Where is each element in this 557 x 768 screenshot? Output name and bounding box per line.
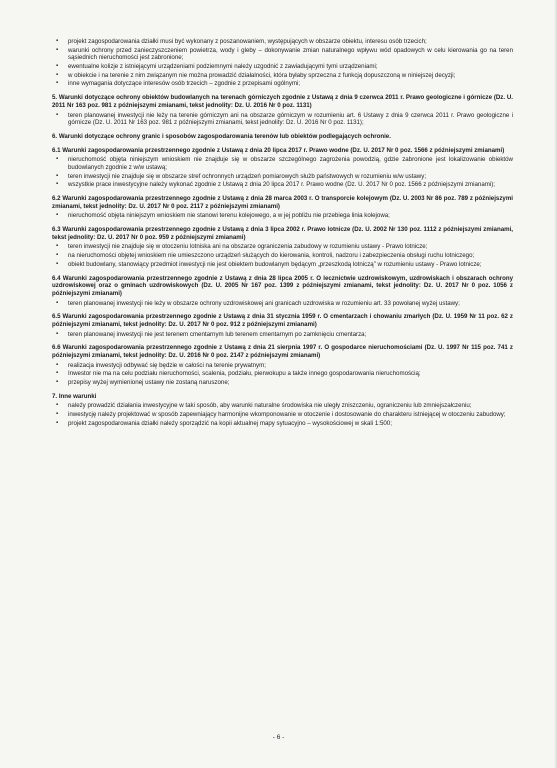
list-item: ▪ teren planowanej inwestycji nie leży na terenie górniczym ani na obszarze górniczym w rozumieniu art. 6 Ustawy z dnia 9 czerwca 2011 r. Prawo geologiczne i górnicze (Dz. U. 2011 Nr 163 poz. 981 z późniejszymi zmianami, tekst jednolity: Dz. U. 2016 Nr 0 poz. 1131); [68, 112, 513, 127]
section-bullet-list [52, 243, 513, 268]
document-section [52, 313, 513, 338]
section-bullet-list [52, 212, 513, 220]
document-section [52, 393, 513, 428]
section-heading: 6.4 Warunki zagospodarowania przestrzennego zgodnie z Ustawą z dnia 28 lipca 2005 r. O lecznictwie uzdrowiskowym, uzdrowiskach i obszarach ochrony uzdrowiskowej oraz o gminach uzdrowiskowych (Dz. U. 2005 Nr 167 poz. 1399 z późniejszymi zmianami, tekst jednolity: Dz. U. 2017 Nr 0 poz. 1056 z późniejszymi zmianami) [52, 274, 513, 297]
section-heading: 6. Warunki dotyczące ochrony granic i sposobów zagospodarowania terenów lub obiektów podlegających ochronie. [52, 132, 391, 140]
list-item: ▪ Inwestor nie ma na celu podziału nieruchomości, scalenia, podziału, pierwokupu a także innego gospodarowania nieruchomością; [68, 370, 513, 378]
section-heading: 7. Inne warunki [52, 392, 97, 400]
list-item: ▪ teren planowanej inwestycji nie leży w obszarze ochrony uzdrowiskowej ani granicach uzdrowiska w rozumieniu art. 33 powołanej wyżej ustawy; [68, 300, 513, 308]
list-item: ▪ wszystkie prace inwestycyjne należy wykonać zgodnie z Ustawą z dnia 20 lipca 2017 r. Prawo wodne (Dz. U. 2017 Nr 0 poz. 1566 z późniejszymi zmianami); [68, 181, 513, 189]
list-item: ▪ ewentualne kolizje z istniejącymi urządzeniami podziemnymi należy uzgodnić z zawiadującymi tymi urządzeniami; [68, 63, 513, 71]
document-section [52, 133, 513, 141]
document-section [52, 344, 513, 386]
list-item: ▪ nieruchomość objęta niniejszym wnioskiem nie stanowi terenu kolejowego, a w jej pobliżu nie przebiega linia kolejowa; [68, 212, 513, 220]
intro-bullet-list [52, 38, 513, 88]
section-heading: 6.1 Warunki zagospodarowania przestrzennego zgodnie z Ustawą z dnia 20 lipca 2017 r. Prawo wodne (Dz. U. 2017 Nr 0 poz. 1566 z późniejszymi zmianami) [52, 146, 505, 154]
section-bullet-list [52, 402, 513, 427]
section-bullet-list [52, 362, 513, 387]
document-section [52, 94, 513, 127]
page-number: - 6 - [272, 734, 285, 741]
document-section [52, 226, 513, 268]
list-item: ▪ obiekt budowlany, stanowiący przedmiot inwestycji nie jest obiektem budowlanym będącym „przeszkodą lotniczą” w rozumieniu ustawy - Prawo lotnicze; [68, 261, 513, 269]
section-bullet-list [52, 331, 513, 339]
list-item: ▪ należy prowadzić działania inwestycyjne w taki sposób, aby warunki naturalne środowiska nie uległy zniszczeniu, ograniczeniu lub zmniejszałczeniu; [68, 402, 513, 410]
list-item: ▪ na nieruchomości objętej wnioskiem nie umieszczono urządzeń służących do kierowania, kontroli, nadzoru i zabezpieczenia obsługi ruchu lotniczego; [68, 252, 513, 260]
document-section [52, 147, 513, 189]
section-heading: 6.2 Warunki zagospodarowania przestrzennego zgodnie z Ustawą z dnia 28 marca 2003 r. O transporcie kolejowym (Dz. U. 2003 Nr 86 poz. 789 z późniejszymi zmianami, tekst jednolity: Dz. U. 2017 Nr 0 poz. 2117 z późniejszymi zmianami) [52, 195, 513, 210]
list-item: ▪ warunki ochrony przed zanieczyszczeniem powietrza, wody i gleby – dokonywanie zmian naturalnego wpływu wód opadowych w celu kierowania go na teren sąsiednich nieruchomości jest zabronione; [68, 47, 513, 62]
list-item: ▪ teren planowanej inwestycji nie jest terenem cmentarnym lub terenem cmentarnym po zamknięciu cmentarza; [68, 331, 513, 339]
list-item: ▪ w obiekcie i na terenie z nim związanym nie można prowadzić działalności, która byłaby sprzeczna z funkcją dopuszczoną w niniejszej decyzji; [68, 72, 513, 80]
intro-section [52, 38, 513, 88]
list-item: ▪ projekt zagospodarowania działki należy sporządzić na kopii aktualnej mapy sytuacyjno – wysokościowej w skali 1:500; [68, 420, 513, 428]
list-item: ▪ nieruchomość objęta niniejszym wnioskiem nie znajduje się w obszarze szczególnego zagrożenia powodzią, gdzie zabronione jest lokalizowanie obiektów budowlanych zgodnie z w/w ustawą; [68, 156, 513, 171]
section-heading: 6.5 Warunki zagospodarowania przestrzennego zgodnie z Ustawą z dnia 31 stycznia 1959 r. O cmentarzach i chowaniu zmarłych (Dz. U. 1959 Nr 11 poz. 62 z późniejszymi zmianami, tekst jednolity: Dz. U. 2017 Nr 0 poz. 912 z późniejszymi zmianami) [52, 313, 513, 328]
sections-container [52, 94, 513, 427]
list-item: ▪ teren inwestycji nie znajduje się w obszarze stref ochronnych urządzeń pomiarowych służb państwowych w rozumieniu w/w ustawy; [68, 173, 513, 181]
list-item: ▪ przepisy wyżej wymienionej ustawy nie zostaną naruszone; [68, 379, 513, 387]
section-heading: 6.6 Warunki zagospodarowania przestrzennego zgodnie z Ustawą z dnia 21 sierpnia 1997 r. O gospodarce nieruchomościami (Dz. U. 1997 Nr 115 poz. 741 z późniejszymi zmianami, tekst jednolity: Dz. U. 2016 Nr 0 poz. 2147 z późniejszymi zmianami) [52, 344, 513, 359]
list-item: ▪ inne wymagania dotyczące interesów osób trzecich – zgodnie z przepisami ogólnymi; [68, 80, 513, 88]
section-bullet-list [52, 300, 513, 308]
section-bullet-list [52, 112, 513, 127]
document-section [52, 195, 513, 220]
document-section [52, 275, 513, 308]
section-heading: 5. Warunki dotyczące ochrony obiektów budowlanych na terenach górniczych zgodnie z Ustawą z dnia 9 czerwca 2011 r. Prawo geologiczne i górnicze (Dz. U. 2011 Nr 163 poz. 981 z późniejszymi zmianami, tekst jednolity: Dz. U. 2016 Nr 0 poz. 1131) [52, 94, 513, 109]
list-item: ▪ projekt zagospodarowania działki musi być wykonany z poszanowaniem, występujących w obszarze obiektu, interesu osób trzecich; [68, 38, 513, 46]
list-item: ▪ inwestycję należy projektować w sposób zapewniający harmonijne wkomponowanie w otoczenie i dostosowanie do charakteru istniejącej w otoczeniu zabudowy; [68, 411, 513, 419]
list-item: ▪ realizacja inwestycji odbywać się będzie w całości na terenie prywatnym; [68, 362, 513, 370]
section-heading: 6.3 Warunki zagospodarowania przestrzennego zgodnie z Ustawą z dnia 3 lipca 2002 r. Prawo lotnicze (Dz. U. 2002 Nr 130 poz. 1112 z późniejszymi zmianami, tekst jednolity: Dz. U. 2017 Nr 0 poz. 959 z późniejszymi zmianami) [52, 226, 513, 241]
list-item: ▪ teren inwestycji nie znajduje się w otoczeniu lotniska ani na obszarze ograniczenia zabudowy w rozumieniu ustawy - Prawo lotnicze; [68, 243, 513, 251]
section-bullet-list [52, 156, 513, 189]
